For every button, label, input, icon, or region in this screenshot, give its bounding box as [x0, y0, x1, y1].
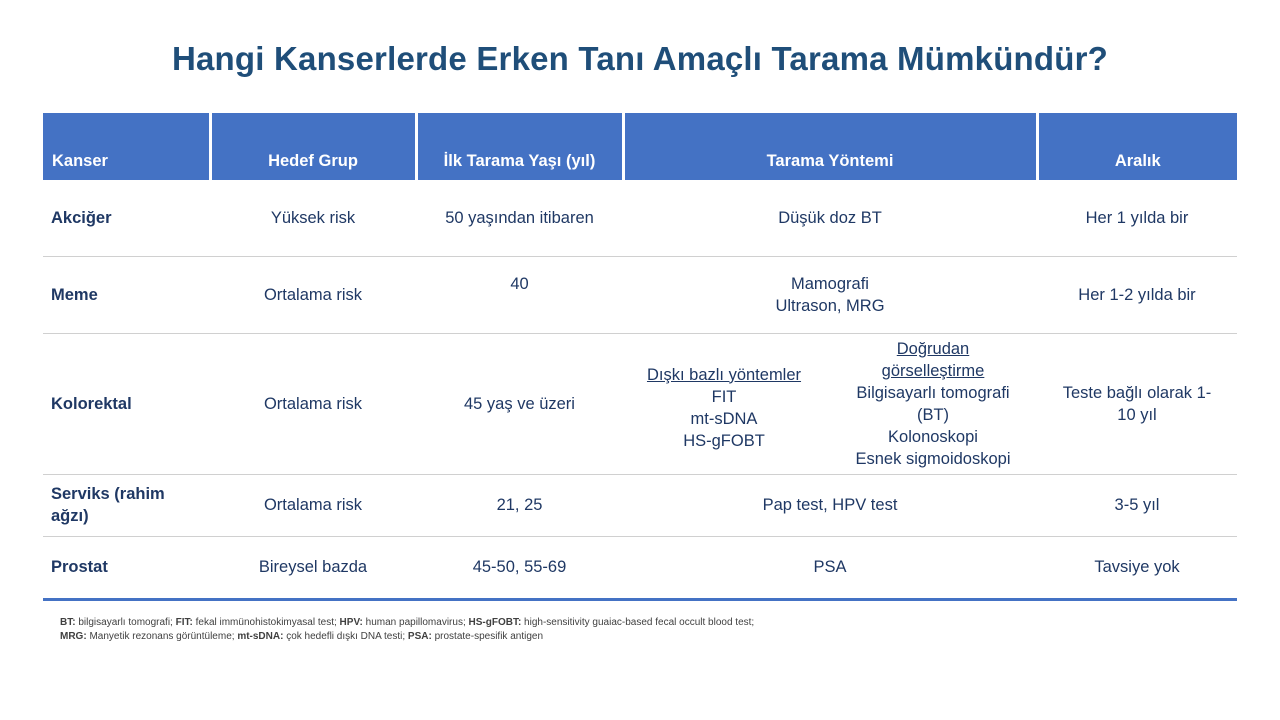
- table-header-row: [43, 113, 1237, 180]
- header-cancer: Kanser: [43, 113, 210, 180]
- cell-method: PSA: [623, 536, 1037, 599]
- cell-target-group: Ortalama risk: [210, 256, 416, 333]
- abbreviations-footnote: [60, 616, 1240, 644]
- cell-method: Pap test, HPV test: [623, 474, 1037, 536]
- cell-first-age: 45 yaş ve üzeri: [416, 333, 623, 474]
- method-item: HS-gFOBT: [683, 431, 765, 450]
- abbr: FIT:: [175, 617, 193, 628]
- table-row-lung: [43, 180, 1237, 256]
- method-line: Ultrason, MRG: [775, 296, 885, 315]
- method-item: Esnek sigmoidoskopi: [855, 449, 1011, 468]
- abbr-def: çok hedefli dışkı DNA testi;: [283, 631, 408, 642]
- abbr: PSA:: [407, 631, 432, 642]
- cell-cancer: [43, 474, 210, 536]
- header-screening-method: Tarama Yöntemi: [623, 113, 1037, 180]
- abbr: mt-sDNA:: [237, 631, 284, 642]
- cell-cancer: Kolorektal: [43, 333, 210, 474]
- stool-based-methods: [629, 338, 819, 452]
- cell-first-age: 45-50, 55-69: [416, 536, 623, 599]
- stool-methods-heading: Dışkı bazlı yöntemler: [646, 365, 802, 384]
- cell-target-group: Ortalama risk: [210, 333, 416, 474]
- header-first-screening-age: İlk Tarama Yaşı (yıl): [416, 113, 623, 180]
- cell-interval: [1037, 333, 1237, 474]
- cell-first-age: 50 yaşından itibaren: [416, 180, 623, 256]
- cell-cancer: Akciğer: [43, 180, 210, 256]
- visual-methods-heading: Doğrudan: [896, 339, 970, 358]
- abbr-def: fekal immünohistokimyasal test;: [192, 617, 340, 628]
- abbr-def: prostate-spesifik antigen: [431, 631, 543, 642]
- cancer-line: ağzı): [51, 507, 89, 525]
- abbr: MRG:: [60, 631, 87, 642]
- direct-visualization-methods: [835, 338, 1031, 470]
- abbr-def: bilgisayarlı tomografi;: [75, 617, 176, 628]
- cell-first-age: 21, 25: [416, 474, 623, 536]
- cell-method: [623, 333, 1037, 474]
- cell-first-age: 40: [416, 256, 623, 333]
- cell-target-group: Ortalama risk: [210, 474, 416, 536]
- cell-interval: Tavsiye yok: [1037, 536, 1237, 599]
- cell-interval: Her 1 yılda bir: [1037, 180, 1237, 256]
- cell-target-group: Bireysel bazda: [210, 536, 416, 599]
- abbr-def: Manyetik rezonans görüntüleme;: [86, 631, 238, 642]
- cell-method: [623, 256, 1037, 333]
- cell-interval: 3-5 yıl: [1037, 474, 1237, 536]
- cell-method: Düşük doz BT: [623, 180, 1037, 256]
- method-line: Mamografi: [791, 274, 869, 293]
- cancer-line: Serviks (rahim: [51, 485, 165, 503]
- method-item: Kolonoskopi: [888, 427, 978, 446]
- table-row-prostate: [43, 536, 1237, 599]
- cell-cancer: Meme: [43, 256, 210, 333]
- interval-line: Teste bağlı olarak 1-: [1062, 383, 1212, 402]
- cell-cancer: Prostat: [43, 536, 210, 599]
- abbr-def: high-sensitivity guaiac-based fecal occult blood test;: [521, 617, 755, 628]
- footnote-line-2: [60, 630, 1240, 644]
- header-target-group: Hedef Grup: [210, 113, 416, 180]
- method-split: [629, 338, 1031, 470]
- abbr: BT:: [60, 617, 76, 628]
- table-row-cervix: [43, 474, 1237, 536]
- interval-line: 10 yıl: [1117, 405, 1157, 424]
- abbr: HPV:: [339, 617, 363, 628]
- cell-interval: Her 1-2 yılda bir: [1037, 256, 1237, 333]
- abbr: HS-gFOBT:: [468, 617, 522, 628]
- cell-target-group: Yüksek risk: [210, 180, 416, 256]
- table-row-breast: [43, 256, 1237, 333]
- method-item: mt-sDNA: [690, 409, 758, 428]
- method-item: FIT: [711, 387, 737, 406]
- visual-methods-heading: görselleştirme: [881, 361, 985, 380]
- table-row-colorectal: [43, 333, 1237, 474]
- method-item: Bilgisayarlı tomografi: [856, 383, 1010, 402]
- method-item: (BT): [916, 405, 950, 424]
- page-title: Hangi Kanserlerde Erken Tanı Amaçlı Tarama Mümkündür?: [171, 40, 1109, 77]
- header-interval: Aralık: [1037, 113, 1237, 180]
- footnote-line-1: [60, 616, 1240, 630]
- abbr-def: human papillomavirus;: [362, 617, 469, 628]
- screening-table: [43, 113, 1237, 601]
